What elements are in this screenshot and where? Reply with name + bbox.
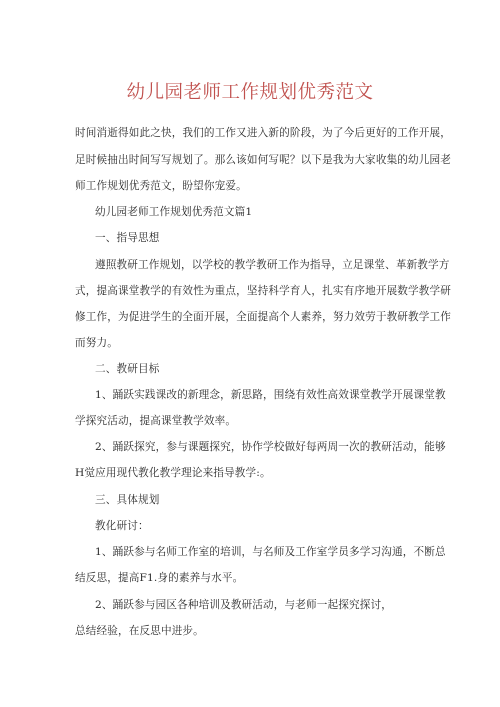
- body-line: 结反思，提高F1.身的素养与水平。: [75, 572, 244, 584]
- body-line: 足时候抽出时间写写规划了。那么该如何写呢？以下是我为大家收集的幼儿园老: [75, 154, 452, 166]
- section-heading: 一、指导思想: [95, 232, 160, 244]
- body-line: H觉应用现代教化教学理论来指导教学:。: [75, 467, 271, 479]
- body-line: 1、踊跃实践课改的新理念，新思路，围绕有效性高效课堂教学开展课堂教: [95, 389, 446, 401]
- body-line: 1、踊跃参与名师工作室的培训，与名师及工作室学员多学习沟通，不断总: [95, 546, 446, 558]
- body-line: 学探究活动，提高课堂教学效率。: [75, 415, 237, 427]
- document-title: 幼儿园老师工作规划优秀范文: [126, 82, 374, 103]
- body-line: 式，提高课堂教学的有效性为重点，坚持科学育人，扎实有序地开展数学教学研: [75, 285, 452, 297]
- body-line: 师工作规划优秀范文，盼望你宠爱。: [75, 180, 247, 192]
- section-heading: 幼儿园老师工作规划优秀范文篇1: [95, 206, 253, 218]
- section-heading: 二、教研目标: [95, 363, 160, 375]
- body-line: 时间消逝得如此之快，我们的工作又进入新的阶段，为了今后更好的工作开展，: [75, 127, 452, 139]
- body-line: 2、踊跃探究，参与课题探究，协作学校做好每两周一次的教研活动，能够: [95, 441, 446, 453]
- body-line: 修工作，为促进学生的全面开展，全面提高个人素养，努力效劳于教研教学工作: [75, 311, 452, 323]
- body-line: 总结经验，在反思中进步。: [75, 625, 204, 637]
- body-line: 2、踊跃参与园区各种培训及教研活动，与老师一起探究探讨，: [95, 599, 392, 611]
- body-line: 而努力。: [75, 337, 118, 349]
- subsection-heading: 教化研讨：: [95, 520, 149, 532]
- body-line: 遵照教研工作规划，以学校的教学教研工作为指导，立足课堂、革新教学方: [95, 259, 450, 271]
- section-heading: 三、具体规划: [95, 494, 160, 506]
